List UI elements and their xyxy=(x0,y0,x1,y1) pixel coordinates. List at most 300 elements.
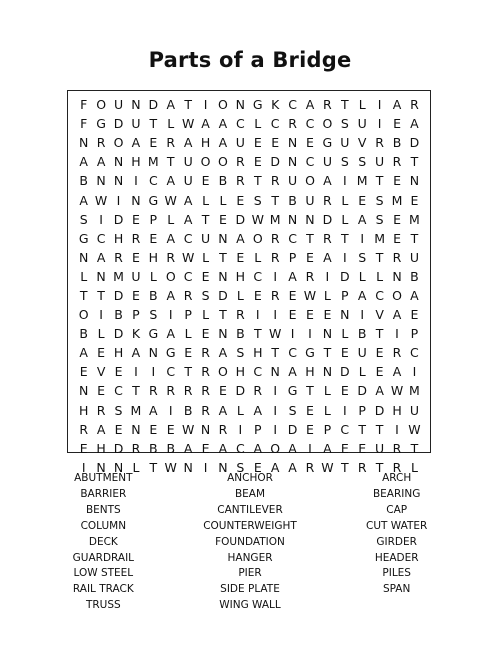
grid-cell[interactable]: A xyxy=(166,326,176,342)
grid-cell[interactable]: O xyxy=(78,307,89,323)
grid-cell[interactable]: I xyxy=(238,421,243,437)
grid-cell[interactable]: E xyxy=(358,192,367,208)
grid-cell[interactable]: G xyxy=(148,326,159,342)
grid-cell[interactable]: R xyxy=(236,173,245,189)
grid-cell[interactable]: A xyxy=(201,116,210,132)
grid-cell[interactable]: A xyxy=(149,402,158,418)
grid-cell[interactable]: N xyxy=(218,459,228,475)
grid-cell[interactable]: I xyxy=(377,97,382,113)
grid-cell[interactable]: T xyxy=(253,326,262,342)
grid-cell[interactable]: U xyxy=(235,135,245,151)
grid-cell[interactable]: G xyxy=(305,345,315,361)
grid-cell[interactable]: M xyxy=(147,154,159,170)
grid-cell[interactable]: O xyxy=(218,97,228,113)
grid-cell[interactable]: N xyxy=(270,364,280,380)
grid-cell[interactable]: A xyxy=(166,230,176,246)
grid-cell[interactable]: A xyxy=(79,154,88,170)
grid-cell[interactable]: E xyxy=(375,364,384,380)
grid-cell[interactable]: N xyxy=(131,421,141,437)
grid-cell[interactable]: A xyxy=(96,154,106,170)
grid-cell[interactable]: E xyxy=(149,230,158,246)
grid-cell[interactable]: N xyxy=(392,268,402,284)
grid-cell[interactable]: E xyxy=(236,249,245,265)
grid-cell[interactable]: A xyxy=(218,402,228,418)
grid-cell[interactable]: E xyxy=(271,135,280,151)
grid-cell[interactable]: N xyxy=(131,97,141,113)
grid-cell[interactable]: U xyxy=(409,402,419,418)
grid-cell[interactable]: P xyxy=(184,307,192,323)
grid-cell[interactable]: E xyxy=(131,249,140,265)
grid-cell[interactable]: B xyxy=(149,287,158,303)
grid-cell[interactable]: L xyxy=(341,192,349,208)
grid-cell[interactable]: T xyxy=(219,249,227,265)
grid-cell[interactable]: D xyxy=(235,211,246,227)
grid-cell[interactable]: L xyxy=(167,116,175,132)
grid-cell[interactable]: U xyxy=(357,116,367,132)
grid-cell[interactable]: S xyxy=(358,154,367,170)
grid-cell[interactable]: W xyxy=(94,192,108,208)
grid-cell[interactable]: F xyxy=(80,116,88,132)
grid-cell[interactable]: S xyxy=(236,345,245,361)
grid-cell[interactable]: E xyxy=(410,307,419,323)
grid-cell[interactable]: L xyxy=(323,383,331,399)
grid-cell[interactable]: T xyxy=(340,230,349,246)
grid-cell[interactable]: L xyxy=(376,268,384,284)
grid-cell[interactable]: W xyxy=(408,421,421,437)
grid-cell[interactable]: N xyxy=(287,211,298,227)
grid-cell[interactable]: L xyxy=(236,287,244,303)
grid-cell[interactable]: G xyxy=(252,97,263,113)
grid-cell[interactable]: E xyxy=(184,345,193,361)
grid-cell[interactable]: O xyxy=(218,364,228,380)
grid-cell[interactable]: D xyxy=(270,154,280,170)
grid-cell[interactable]: R xyxy=(183,287,193,303)
grid-cell[interactable]: T xyxy=(97,287,105,303)
grid-cell[interactable]: I xyxy=(325,268,330,284)
grid-cell[interactable]: E xyxy=(97,383,106,399)
grid-cell[interactable]: A xyxy=(253,440,263,456)
grid-cell[interactable]: B xyxy=(288,192,297,208)
grid-cell[interactable]: R xyxy=(270,230,280,246)
grid-cell[interactable]: M xyxy=(113,268,124,284)
grid-cell[interactable]: R xyxy=(323,97,332,113)
grid-cell[interactable]: T xyxy=(375,459,384,475)
grid-cell[interactable]: L xyxy=(410,459,418,475)
grid-cell[interactable]: U xyxy=(409,249,419,265)
grid-cell[interactable]: C xyxy=(288,230,297,246)
grid-cell[interactable]: E xyxy=(79,364,88,380)
grid-cell[interactable]: A xyxy=(218,440,228,456)
grid-cell[interactable]: D xyxy=(357,383,368,399)
grid-cell[interactable]: C xyxy=(340,421,350,437)
grid-cell[interactable]: E xyxy=(306,421,314,437)
grid-cell[interactable]: L xyxy=(219,192,227,208)
grid-cell[interactable]: G xyxy=(148,192,159,208)
grid-cell[interactable]: M xyxy=(130,402,142,418)
grid-cell[interactable]: A xyxy=(323,173,332,189)
grid-cell[interactable]: U xyxy=(131,268,141,284)
grid-cell[interactable]: A xyxy=(131,135,141,151)
grid-cell[interactable]: E xyxy=(97,345,106,361)
grid-cell[interactable]: G xyxy=(96,116,106,132)
grid-cell[interactable]: D xyxy=(148,97,159,113)
grid-cell[interactable]: N xyxy=(96,173,106,189)
grid-cell[interactable]: H xyxy=(305,364,315,380)
grid-cell[interactable]: T xyxy=(271,192,279,208)
grid-cell[interactable]: W xyxy=(181,249,195,265)
grid-cell[interactable]: D xyxy=(287,421,298,437)
grid-cell[interactable]: E xyxy=(306,307,314,323)
grid-cell[interactable]: N xyxy=(218,326,228,342)
grid-cell[interactable]: I xyxy=(273,307,278,323)
grid-cell[interactable]: A xyxy=(183,440,193,456)
grid-cell[interactable]: T xyxy=(306,230,314,246)
grid-cell[interactable]: R xyxy=(410,97,419,113)
grid-cell[interactable]: N xyxy=(113,154,124,170)
grid-cell[interactable]: T xyxy=(184,364,192,380)
grid-cell[interactable]: T xyxy=(79,287,88,303)
grid-cell[interactable]: R xyxy=(183,383,193,399)
grid-cell[interactable]: I xyxy=(342,173,347,189)
grid-cell[interactable]: N xyxy=(340,307,350,323)
grid-cell[interactable]: P xyxy=(132,307,140,323)
grid-cell[interactable]: E xyxy=(201,268,210,284)
grid-cell[interactable]: D xyxy=(113,326,124,342)
grid-cell[interactable]: S xyxy=(149,307,158,323)
grid-cell[interactable]: I xyxy=(134,364,138,380)
grid-cell[interactable]: B xyxy=(79,326,88,342)
grid-cell[interactable]: E xyxy=(79,440,88,456)
grid-cell[interactable]: R xyxy=(375,135,384,151)
grid-cell[interactable]: A xyxy=(392,364,402,380)
grid-cell[interactable]: A xyxy=(183,192,193,208)
grid-cell[interactable]: M xyxy=(356,173,368,189)
grid-cell[interactable]: T xyxy=(201,211,210,227)
grid-cell[interactable]: P xyxy=(358,402,366,418)
grid-cell[interactable]: H xyxy=(235,364,246,380)
grid-cell[interactable]: O xyxy=(392,287,402,303)
grid-cell[interactable]: O xyxy=(218,154,228,170)
grid-cell[interactable]: T xyxy=(340,97,349,113)
grid-cell[interactable]: N xyxy=(96,459,106,475)
grid-cell[interactable]: E xyxy=(358,440,367,456)
grid-cell[interactable]: C xyxy=(183,268,193,284)
grid-cell[interactable]: E xyxy=(131,287,140,303)
grid-cell[interactable]: O xyxy=(96,97,107,113)
grid-cell[interactable]: U xyxy=(131,116,141,132)
grid-cell[interactable]: A xyxy=(183,135,193,151)
grid-cell[interactable]: M xyxy=(391,192,403,208)
grid-cell[interactable]: T xyxy=(410,440,419,456)
grid-cell[interactable]: C xyxy=(253,364,263,380)
grid-cell[interactable]: P xyxy=(341,287,349,303)
grid-cell[interactable]: A xyxy=(218,135,228,151)
grid-cell[interactable]: B xyxy=(392,135,402,151)
grid-cell[interactable]: M xyxy=(409,211,420,227)
grid-cell[interactable]: R xyxy=(166,383,176,399)
grid-cell[interactable]: R xyxy=(236,154,245,170)
grid-cell[interactable]: H xyxy=(131,154,141,170)
grid-cell[interactable]: R xyxy=(201,383,210,399)
grid-cell[interactable]: E xyxy=(306,135,314,151)
grid-cell[interactable]: I xyxy=(168,307,173,323)
grid-cell[interactable]: T xyxy=(375,173,384,189)
grid-cell[interactable]: A xyxy=(392,97,402,113)
grid-cell[interactable]: C xyxy=(288,345,297,361)
grid-cell[interactable]: B xyxy=(218,173,228,189)
grid-cell[interactable]: H xyxy=(148,249,159,265)
grid-cell[interactable]: B xyxy=(79,173,88,189)
grid-cell[interactable]: C xyxy=(253,268,263,284)
grid-cell[interactable]: A xyxy=(166,173,176,189)
grid-cell[interactable]: N xyxy=(79,135,89,151)
grid-cell[interactable]: B xyxy=(114,307,123,323)
grid-cell[interactable]: E xyxy=(201,440,210,456)
grid-cell[interactable]: R xyxy=(131,440,141,456)
grid-cell[interactable]: V xyxy=(375,307,384,323)
grid-cell[interactable]: N xyxy=(131,192,141,208)
grid-cell[interactable]: S xyxy=(114,402,123,418)
grid-cell[interactable]: B xyxy=(236,326,245,342)
grid-cell[interactable]: C xyxy=(305,116,315,132)
grid-cell[interactable]: R xyxy=(270,287,280,303)
grid-cell[interactable]: R xyxy=(323,192,332,208)
grid-cell[interactable]: T xyxy=(149,116,158,132)
grid-cell[interactable]: E xyxy=(149,421,158,437)
grid-cell[interactable]: I xyxy=(377,116,382,132)
grid-cell[interactable]: L xyxy=(184,326,192,342)
grid-cell[interactable]: N xyxy=(409,173,420,189)
grid-cell[interactable]: U xyxy=(183,154,193,170)
grid-cell[interactable]: R xyxy=(96,402,106,418)
grid-cell[interactable]: T xyxy=(323,345,332,361)
grid-cell[interactable]: T xyxy=(375,421,384,437)
grid-cell[interactable]: A xyxy=(79,345,88,361)
grid-cell[interactable]: W xyxy=(390,383,404,399)
grid-cell[interactable]: E xyxy=(410,192,419,208)
grid-cell[interactable]: C xyxy=(288,97,297,113)
grid-cell[interactable]: I xyxy=(308,326,312,342)
grid-cell[interactable]: B xyxy=(410,268,419,284)
grid-cell[interactable]: A xyxy=(183,211,193,227)
grid-cell[interactable]: I xyxy=(273,268,278,284)
grid-cell[interactable]: R xyxy=(166,135,176,151)
grid-cell[interactable]: R xyxy=(392,154,402,170)
grid-cell[interactable]: T xyxy=(340,459,349,475)
grid-cell[interactable]: B xyxy=(149,440,158,456)
grid-cell[interactable]: N xyxy=(218,230,228,246)
grid-cell[interactable]: D xyxy=(409,135,420,151)
grid-cell[interactable]: L xyxy=(132,459,140,475)
grid-cell[interactable]: V xyxy=(96,364,106,380)
grid-cell[interactable]: R xyxy=(201,364,210,380)
grid-cell[interactable]: M xyxy=(374,230,385,246)
grid-cell[interactable]: E xyxy=(114,421,123,437)
grid-cell[interactable]: A xyxy=(288,459,297,475)
grid-cell[interactable]: A xyxy=(131,345,141,361)
grid-cell[interactable]: H xyxy=(96,440,106,456)
grid-cell[interactable]: L xyxy=(202,192,210,208)
grid-cell[interactable]: E xyxy=(253,135,262,151)
grid-cell[interactable]: U xyxy=(375,440,385,456)
grid-cell[interactable]: T xyxy=(132,383,140,399)
grid-cell[interactable]: T xyxy=(219,307,227,323)
grid-cell[interactable]: T xyxy=(410,230,419,246)
grid-cell[interactable]: E xyxy=(340,383,349,399)
grid-cell[interactable]: S xyxy=(253,192,262,208)
grid-cell[interactable]: N xyxy=(218,268,228,284)
grid-cell[interactable]: D xyxy=(113,116,124,132)
grid-cell[interactable]: E xyxy=(288,287,297,303)
grid-cell[interactable]: I xyxy=(273,402,278,418)
grid-cell[interactable]: B xyxy=(183,402,193,418)
grid-cell[interactable]: C xyxy=(183,230,193,246)
grid-cell[interactable]: T xyxy=(149,459,158,475)
grid-cell[interactable]: A xyxy=(357,287,367,303)
grid-cell[interactable]: R xyxy=(253,383,263,399)
grid-cell[interactable]: L xyxy=(97,326,105,342)
grid-cell[interactable]: U xyxy=(357,345,367,361)
grid-cell[interactable]: I xyxy=(273,383,278,399)
grid-cell[interactable]: L xyxy=(236,402,244,418)
grid-cell[interactable]: R xyxy=(305,268,315,284)
grid-cell[interactable]: C xyxy=(96,230,106,246)
grid-cell[interactable]: I xyxy=(116,192,121,208)
grid-cell[interactable]: R xyxy=(392,459,402,475)
grid-cell[interactable]: D xyxy=(339,364,350,380)
grid-cell[interactable]: L xyxy=(341,211,349,227)
grid-cell[interactable]: R xyxy=(392,345,402,361)
grid-cell[interactable]: E xyxy=(393,211,401,227)
grid-cell[interactable]: E xyxy=(306,249,314,265)
grid-cell[interactable]: R xyxy=(114,249,123,265)
grid-cell[interactable]: R xyxy=(166,249,176,265)
grid-cell[interactable]: R xyxy=(201,402,210,418)
grid-cell[interactable]: I xyxy=(134,173,138,189)
grid-cell[interactable]: M xyxy=(409,383,420,399)
grid-cell[interactable]: E xyxy=(340,345,349,361)
grid-cell[interactable]: T xyxy=(358,421,367,437)
grid-cell[interactable]: N xyxy=(79,249,89,265)
grid-cell[interactable]: O xyxy=(252,230,263,246)
grid-cell[interactable]: C xyxy=(410,345,419,361)
grid-cell[interactable]: D xyxy=(113,211,124,227)
grid-cell[interactable]: N xyxy=(305,211,315,227)
grid-cell[interactable]: R xyxy=(357,459,367,475)
grid-cell[interactable]: R xyxy=(96,135,106,151)
grid-cell[interactable]: I xyxy=(168,402,173,418)
grid-cell[interactable]: W xyxy=(181,421,195,437)
grid-cell[interactable]: N xyxy=(113,459,124,475)
grid-cell[interactable]: R xyxy=(218,421,228,437)
grid-cell[interactable]: D xyxy=(113,287,124,303)
grid-cell[interactable]: T xyxy=(375,249,384,265)
grid-cell[interactable]: H xyxy=(392,402,402,418)
grid-cell[interactable]: N xyxy=(235,97,246,113)
grid-cell[interactable]: A xyxy=(96,249,106,265)
grid-cell[interactable]: N xyxy=(113,173,124,189)
grid-cell[interactable]: U xyxy=(288,173,298,189)
grid-cell[interactable]: A xyxy=(288,440,297,456)
grid-cell[interactable]: E xyxy=(393,230,401,246)
grid-cell[interactable]: T xyxy=(271,345,279,361)
grid-cell[interactable]: I xyxy=(273,421,278,437)
grid-cell[interactable]: I xyxy=(290,326,295,342)
grid-cell[interactable]: E xyxy=(288,307,297,323)
grid-cell[interactable]: L xyxy=(323,287,331,303)
grid-cell[interactable]: I xyxy=(395,326,399,342)
grid-cell[interactable]: R xyxy=(236,307,245,323)
grid-cell[interactable]: O xyxy=(113,135,124,151)
grid-cell[interactable]: E xyxy=(201,173,210,189)
grid-cell[interactable]: U xyxy=(340,135,350,151)
grid-cell[interactable]: O xyxy=(165,268,176,284)
grid-cell[interactable]: T xyxy=(410,154,419,170)
grid-cell[interactable]: C xyxy=(270,116,280,132)
grid-cell[interactable]: I xyxy=(81,459,86,475)
grid-cell[interactable]: H xyxy=(113,230,124,246)
grid-cell[interactable]: I xyxy=(395,421,399,437)
grid-cell[interactable]: N xyxy=(148,345,158,361)
grid-cell[interactable]: E xyxy=(201,326,210,342)
grid-cell[interactable]: S xyxy=(288,402,297,418)
grid-cell[interactable]: F xyxy=(80,97,88,113)
grid-cell[interactable]: S xyxy=(79,211,88,227)
grid-cell[interactable]: L xyxy=(202,249,210,265)
grid-cell[interactable]: C xyxy=(235,440,245,456)
grid-cell[interactable]: R xyxy=(201,345,210,361)
grid-cell[interactable]: P xyxy=(410,326,419,342)
grid-cell[interactable]: I xyxy=(99,307,103,323)
grid-cell[interactable]: C xyxy=(235,116,245,132)
grid-cell[interactable]: L xyxy=(202,307,210,323)
grid-cell[interactable]: I xyxy=(99,211,103,227)
grid-cell[interactable]: H xyxy=(235,268,246,284)
grid-cell[interactable]: E xyxy=(340,440,349,456)
grid-cell[interactable]: E xyxy=(149,135,158,151)
grid-cell[interactable]: A xyxy=(288,364,297,380)
grid-cell[interactable]: E xyxy=(253,459,262,475)
grid-cell[interactable]: H xyxy=(113,345,124,361)
grid-cell[interactable]: E xyxy=(253,154,262,170)
grid-cell[interactable]: U xyxy=(183,173,193,189)
grid-cell[interactable]: A xyxy=(218,345,228,361)
grid-cell[interactable]: O xyxy=(270,440,281,456)
grid-cell[interactable]: C xyxy=(166,364,176,380)
grid-cell[interactable]: E xyxy=(375,345,384,361)
grid-cell[interactable]: W xyxy=(164,192,177,208)
grid-cell[interactable]: R xyxy=(148,383,158,399)
grid-cell[interactable]: S xyxy=(375,211,384,227)
grid-cell[interactable]: K xyxy=(131,326,141,342)
grid-cell[interactable]: I xyxy=(360,230,365,246)
grid-cell[interactable]: A xyxy=(96,421,106,437)
grid-cell[interactable]: U xyxy=(322,154,332,170)
grid-cell[interactable]: A xyxy=(410,287,419,303)
grid-cell[interactable]: I xyxy=(342,402,347,418)
grid-cell[interactable]: C xyxy=(375,287,384,303)
grid-cell[interactable]: L xyxy=(254,249,262,265)
grid-cell[interactable]: G xyxy=(322,135,333,151)
grid-cell[interactable]: L xyxy=(149,268,157,284)
grid-cell[interactable]: A xyxy=(323,249,332,265)
grid-cell[interactable]: A xyxy=(218,116,228,132)
grid-cell[interactable]: S xyxy=(358,249,367,265)
grid-cell[interactable]: I xyxy=(203,459,208,475)
grid-cell[interactable]: P xyxy=(253,421,262,437)
grid-cell[interactable]: U xyxy=(200,230,211,246)
grid-cell[interactable]: V xyxy=(357,135,367,151)
